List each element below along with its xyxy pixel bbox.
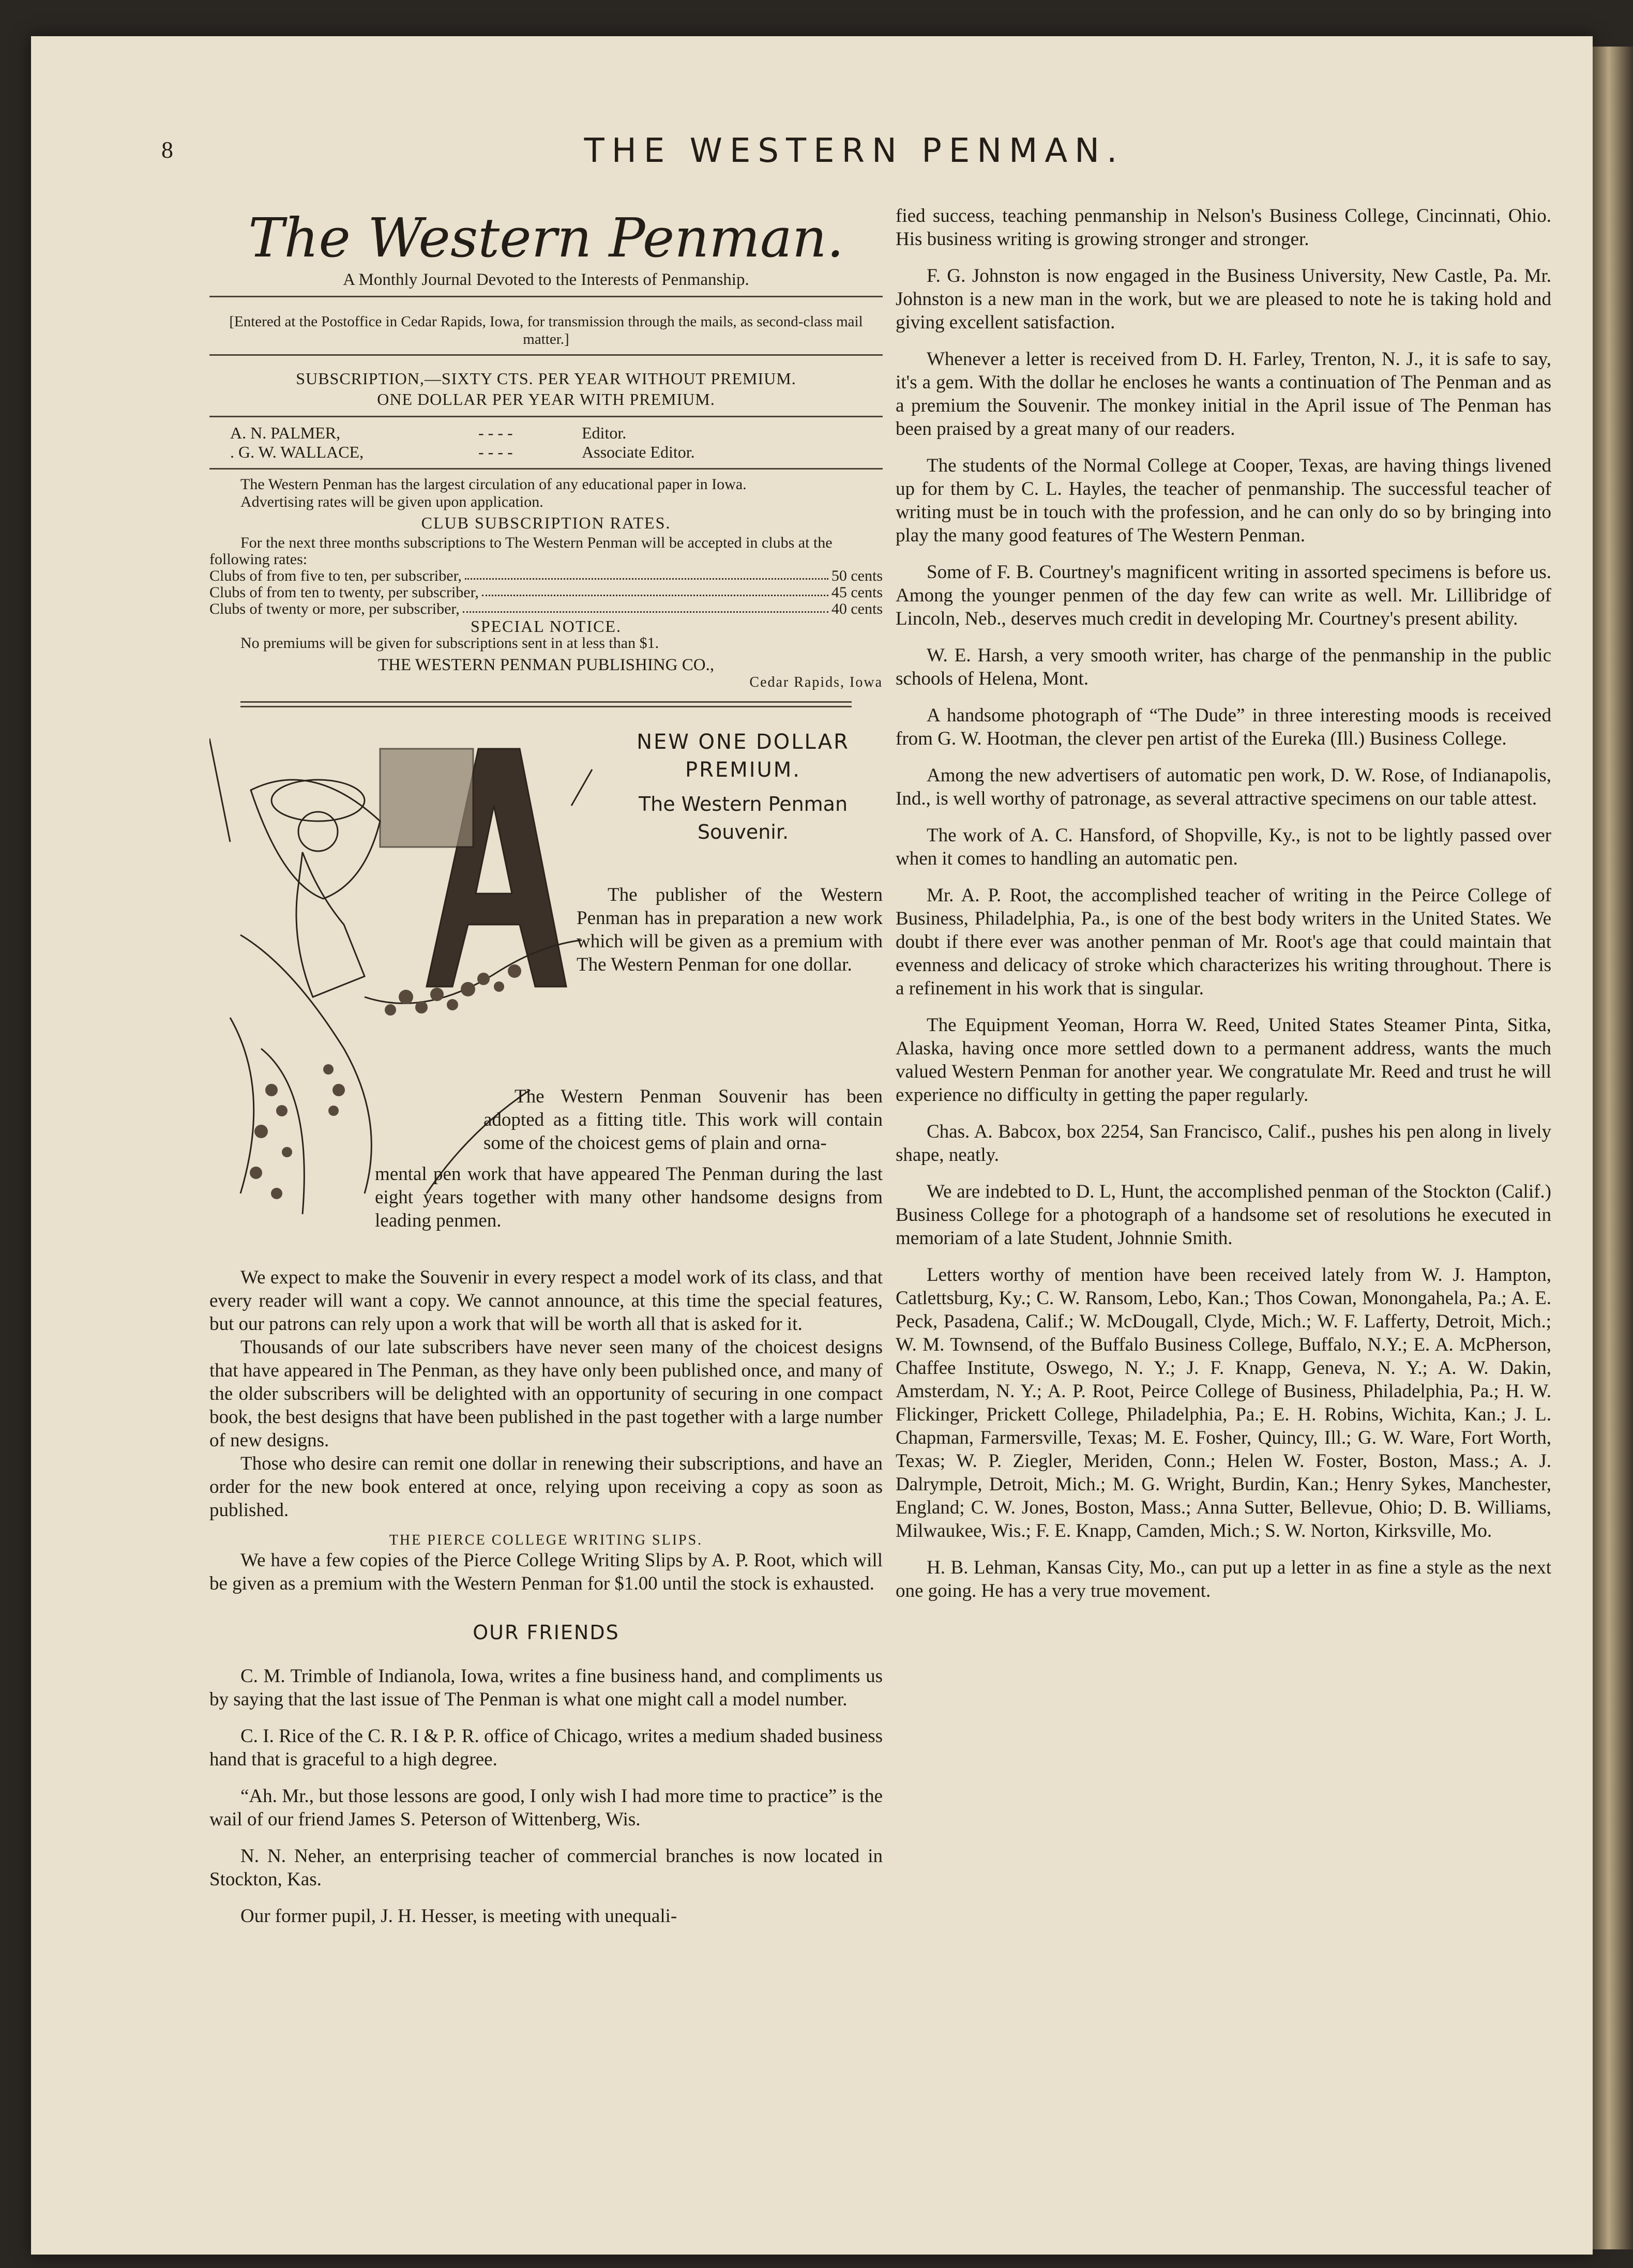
premium-title-line-1: NEW ONE DOLLAR <box>637 730 850 754</box>
masthead-title: The Western Penman. <box>248 206 844 269</box>
right-column <box>896 204 1551 1616</box>
premium-title-line-2: PREMIUM. <box>685 758 801 782</box>
divider <box>209 468 883 470</box>
premium-subtitle-line-1: The Western Penman <box>638 793 848 815</box>
friends-paragraph: fied success, teaching penmanship in Nelson's Business College, Cincinnati, Ohio. His business writing is growing stronger and stronger. <box>896 205 1551 250</box>
editor-row <box>230 424 883 443</box>
subscription-line-2: ONE DOLLAR PER YEAR WITH PREMIUM. <box>377 390 715 409</box>
divider <box>209 296 883 297</box>
premium-subtitle <box>603 790 883 846</box>
club-rate-price: 40 cents <box>831 600 883 617</box>
special-notice: No premiums will be given for subscriptions sent in at less than $1. <box>240 634 659 652</box>
friends-paragraph: C. I. Rice of the C. R. I & P. R. office of Chicago, writes a medium shaded business hand that is graceful to a high degree. <box>209 1726 883 1770</box>
publisher-name: THE WESTERN PENMAN PUBLISHING CO., <box>377 656 715 674</box>
friends-paragraph: Mr. A. P. Root, the accomplished teacher of writing in the Peirce College of Business, Philadelphia, Pa., is one of the best body writers in the United States. We doubt if there ever was another penman of Mr. Root's age that could maintain that evenness and delicacy of stroke which characterizes his writing throughout. There is a refinement in his work that is singular. <box>896 885 1551 999</box>
premium-paragraph: The Western Penman Souvenir has been adopted as a fitting title. This work will contain some of the choicest gems of plain and orna- <box>483 1086 883 1154</box>
double-rule <box>240 701 852 707</box>
friends-paragraph: Among the new advertisers of automatic pen work, D. W. Rose, of Indianapolis, Ind., is well worthy of patronage, as several attractive specimens on our table attest. <box>896 765 1551 809</box>
editor-role: Editor. <box>582 424 627 442</box>
premium-title <box>603 728 883 784</box>
friends-paragraph: W. E. Harsh, a very smooth writer, has charge of the penmanship in the public schools of Helena, Mont. <box>896 645 1551 689</box>
editor-role: Associate Editor. <box>582 443 695 461</box>
friends-paragraph: Chas. A. Babcox, box 2254, San Francisco, Calif., pushes his pen along in lively shape, neatly. <box>896 1121 1551 1166</box>
friends-paragraph: N. N. Neher, an enterprising teacher of commercial branches is now located in Stockton, Kas. <box>209 1846 883 1890</box>
advertising-notice: Advertising rates will be given upon application. <box>240 493 543 510</box>
premium-paragraph: mental pen work that have appeared The Penman during the last eight years together with many other handsome designs from leading penmen. <box>375 1163 883 1231</box>
book-spine <box>1593 47 1633 2249</box>
editor-row <box>230 443 883 462</box>
editor-name: A. N. PALMER, <box>230 424 341 442</box>
friends-paragraph: Our former pupil, J. H. Hesser, is meeting with unequali- <box>240 1906 677 1927</box>
club-rate-row <box>209 601 883 617</box>
running-head <box>161 132 1547 178</box>
premium-section <box>209 728 883 1245</box>
friends-paragraph: Letters worthy of mention have been received lately from W. J. Hampton, Catlettsburg, Ky.; C. W. Ransom, Lebo, Kan.; Thos Cowan, Monongahela, Pa.; A. E. Peck, Pasadena, Calif.; W. McDougall, Clyde, Mich.; W. F. Lafferty, Detroit, Mich.; W. M. Townsend, of the Buffalo Business College, Buffalo, N.Y.; E. A. McPherson, Chaffee Institute, Oswego, N. Y.; J. F. Knapp, Geneva, N. Y.; A. W. Dakin, Amsterdam, N. Y.; A. P. Root, Peirce College of Business, Philadelphia, Pa.; H. W. Flickinger, Prickett College, Philadelphia, Pa.; E. H. Robins, Wichita, Kan.; J. L. Chapman, Farmersville, Texas; M. E. Fosher, Quincy, Ill.; G. W. Ware, Fort Worth, Texas; W. P. Ziegler, Meriden, Conn.; Helen W. Foster, Boston, Mass.; A. J. Dalrymple, Detroit, Mich.; M. G. Wright, Burdin, Kan.; Henry Sykes, Manchester, England; C. W. Jones, Boston, Mass.; Anna Sutter, Bellevue, Ohio; D. B. Williams, Milwaukee, Wis.; F. E. Knapp, Camden, Mich.; S. W. Norton, Kirksville, Mo. <box>896 1264 1551 1541</box>
club-rate-row <box>209 584 883 601</box>
club-rate-price: 50 cents <box>831 567 883 584</box>
club-rate-label: Clubs of from five to ten, per subscriber, <box>209 567 462 584</box>
friends-paragraph: H. B. Lehman, Kansas City, Mo., can put up a letter in as fine a style as the next one going. He has a very true movement. <box>896 1557 1551 1601</box>
masthead-subtitle: A Monthly Journal Devoted to the Interests of Penmanship. <box>343 270 749 289</box>
slips-paragraph: We have a few copies of the Pierce College Writing Slips by A. P. Root, which will be given as a premium with the Western Penman for $1.00 until the stock is exhausted. <box>209 1550 883 1594</box>
friends-paragraph: We are indebted to D. L, Hunt, the accomplished penman of the Stockton (Calif.) Business College for a photograph of a handsome set of resolutions he executed in memoriam of a late Student, Johnnie Smith. <box>896 1181 1551 1249</box>
friends-paragraph: The students of the Normal College at Cooper, Texas, are having things livened up for them by C. L. Hayles, the teacher of penmanship. The successful teacher of writing must be in touch with the profession, and he can only do so by bringing into play the many good features of The Western Penman. <box>896 455 1551 546</box>
friends-paragraph: Whenever a letter is received from D. H. Farley, Trenton, N. J., it is safe to say, it's a gem. With the dollar he encloses he wants a continuation of The Penman and as a premium the Souvenir. The monkey initial in the April issue of The Penman has been praised by a great many of our readers. <box>896 349 1551 440</box>
club-rate-row <box>209 568 883 584</box>
notice-heading: SPECIAL NOTICE. <box>471 617 622 636</box>
friends-paragraph: A handsome photograph of “The Dude” in three interesting moods is received from G. W. Hootman, the clever pen artist of the Eureka (Ill.) Business College. <box>896 705 1551 749</box>
circulation-notice: The Western Penman has the largest circulation of any educational paper in Iowa. <box>240 476 747 493</box>
publisher-address: Cedar Rapids, Iowa <box>749 674 883 690</box>
editors-list <box>230 424 883 462</box>
friends-paragraph: The work of A. C. Hansford, of Shopville, Ky., is not to be lightly passed over when it comes to handling an automatic pen. <box>896 825 1551 869</box>
divider <box>209 416 883 417</box>
editor-dashes: - - - - <box>478 443 513 461</box>
club-rate-label: Clubs of from ten to twenty, per subscriber, <box>209 584 479 601</box>
subscription-line-1: SUBSCRIPTION,—SIXTY CTS. PER YEAR WITHOUT PREMIUM. <box>296 369 796 388</box>
premium-paragraph: The publisher of the Western Penman has in preparation a new work which will be given as a premium with The Western Penman for one dollar. <box>577 884 883 975</box>
page-number: 8 <box>161 137 173 163</box>
left-column <box>209 204 883 1941</box>
club-rate-label: Clubs of twenty or more, per subscriber, <box>209 600 460 617</box>
friends-heading: OUR FRIENDS <box>473 1621 619 1644</box>
entered-notice: [Entered at the Postoffice in Cedar Rapids, Iowa, for transmission through the mails, as second-class mail matter.] <box>229 313 863 347</box>
premium-subtitle-line-2: Souvenir. <box>697 821 789 843</box>
friends-paragraph: Some of F. B. Courtney's magnificent writing in assorted specimens is before us. Among the younger penmen of the day few can write as well. Mr. Lillibridge of Lincoln, Neb., deserves much credit in developing Mr. Courtney's present ability. <box>896 562 1551 629</box>
divider <box>209 354 883 356</box>
premium-paragraph: We expect to make the Souvenir in every respect a model work of its class, and that every reader will want a copy. We cannot announce, at this time the special features, but our patrons can rely upon a work that will be worth all that is asked for it. <box>209 1267 883 1335</box>
premium-paragraph: Those who desire can remit one dollar in renewing their subscriptions, and have an order for the new book entered at once, relying upon receiving a copy as soon as published. <box>209 1453 883 1521</box>
club-heading: CLUB SUBSCRIPTION RATES. <box>421 513 671 532</box>
club-intro: For the next three months subscriptions to The Western Penman will be accepted in clubs at the following rates: <box>209 534 833 568</box>
editor-dashes: - - - - <box>478 424 513 442</box>
slips-heading: THE PIERCE COLLEGE WRITING SLIPS. <box>389 1532 703 1548</box>
friends-paragraph: “Ah. Mr., but those lessons are good, I only wish I had more time to practice” is the wail of our friend James S. Peterson of Wittenberg, Wis. <box>209 1786 883 1830</box>
friends-paragraph: The Equipment Yeoman, Horra W. Reed, United States Steamer Pinta, Sitka, Alaska, having once more settled down to a permanent address, wants the much valued Western Penman for another year. We congratulate Mr. Reed and trust he will experience no difficulty in getting the paper regularly. <box>896 1015 1551 1106</box>
friends-paragraph: F. G. Johnston is now engaged in the Business University, New Castle, Pa. Mr. Johnston is a new man in the work, but we are pleased to note he is taking hold and giving excellent satisfaction. <box>896 265 1551 333</box>
club-rate-price: 45 cents <box>831 584 883 601</box>
friends-paragraph: C. M. Trimble of Indianola, Iowa, writes a fine business hand, and compliments us by saying that the last issue of The Penman is what one might call a model number. <box>209 1666 883 1710</box>
premium-paragraph: Thousands of our late subscribers have never seen many of the choicest designs that have appeared in The Penman, as they have only been published once, and many of the older subscribers will be delighted with an opportunity of securing in one compact book, the best designs that have been published in the past together with a large number of new designs. <box>209 1337 883 1451</box>
editor-name: . G. W. WALLACE, <box>230 443 364 461</box>
running-title: THE WESTERN PENMAN. <box>584 132 1125 170</box>
